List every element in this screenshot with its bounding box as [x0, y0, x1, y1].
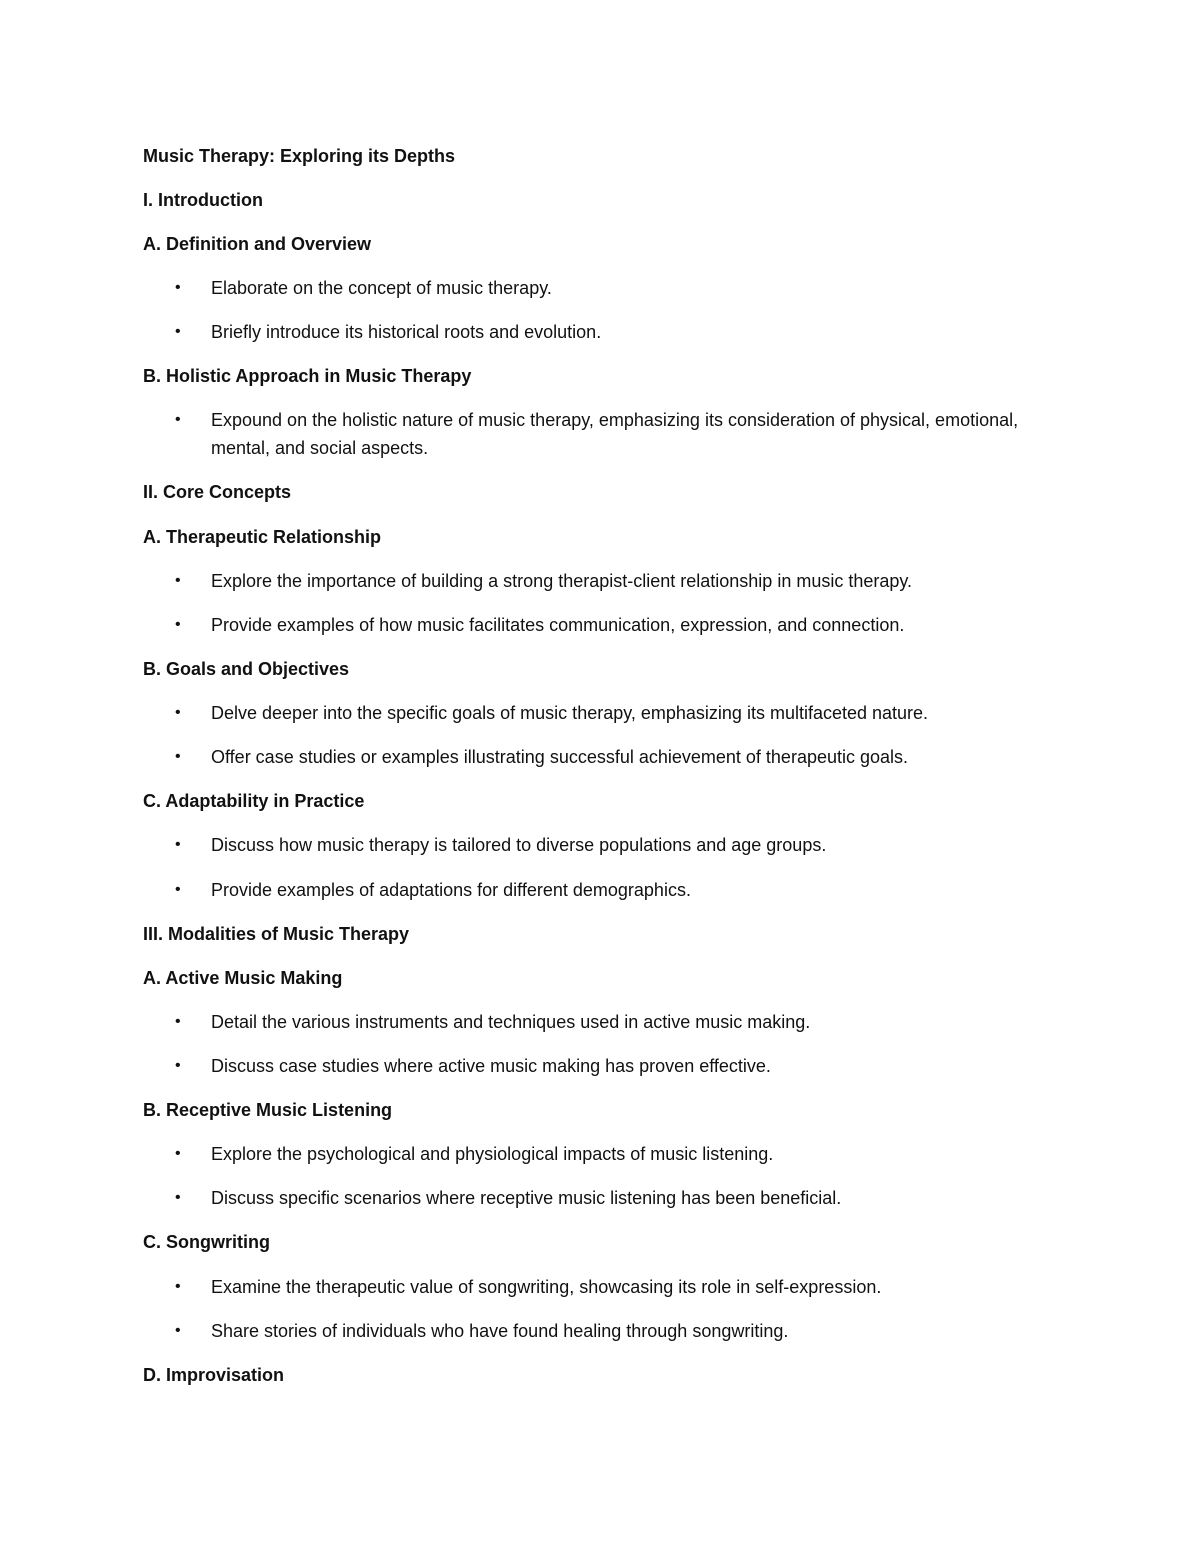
bullet-icon: • — [175, 279, 181, 296]
list-item-text: Share stories of individuals who have found healing through songwriting. — [211, 1321, 789, 1341]
list-item-text: Discuss case studies where active music making has proven effective. — [211, 1056, 771, 1076]
list-item-text: Provide examples of adaptations for different demographics. — [211, 880, 691, 900]
list-item-text: Detail the various instruments and techniques used in active music making. — [211, 1012, 811, 1032]
document-title: Music Therapy: Exploring its Depths — [143, 146, 456, 166]
bullet-icon: • — [175, 1057, 181, 1074]
subsection-heading-songwriting: C. Songwriting — [143, 1232, 270, 1252]
list-item-text: Provide examples of how music facilitates communication, expression, and connection. — [211, 615, 905, 635]
bullet-icon: • — [175, 704, 181, 721]
list-item-text: Offer case studies or examples illustrating successful achievement of therapeutic goals. — [211, 747, 909, 767]
bullet-icon: • — [175, 836, 181, 853]
bullet-icon: • — [175, 1145, 181, 1162]
subsection-heading-improvisation: D. Improvisation — [143, 1365, 285, 1385]
bullet-icon: • — [175, 881, 181, 898]
bullet-icon: • — [175, 1013, 181, 1030]
subsection-heading-definition-overview: A. Definition and Overview — [143, 234, 372, 254]
subsection-heading-goals-objectives: B. Goals and Objectives — [143, 659, 350, 679]
subsection-heading-receptive-listening: B. Receptive Music Listening — [143, 1100, 393, 1120]
list-item-text: Explore the importance of building a strong therapist-client relationship in music therapy. — [211, 571, 913, 591]
bullet-icon: • — [175, 323, 181, 340]
section-heading-introduction: I. Introduction — [143, 190, 263, 210]
bullet-icon: • — [175, 1322, 181, 1339]
subsection-heading-active-music-making: A. Active Music Making — [143, 968, 343, 988]
bullet-icon: • — [175, 748, 181, 765]
bullet-icon: • — [175, 1278, 181, 1295]
list-item-text: Examine the therapeutic value of songwriting, showcasing its role in self-expression. — [211, 1277, 882, 1297]
list-item-text: Discuss how music therapy is tailored to diverse populations and age groups. — [211, 835, 827, 855]
list-item-text: Discuss specific scenarios where receptive music listening has been beneficial. — [211, 1188, 842, 1208]
bullet-icon: • — [175, 1189, 181, 1206]
section-heading-core-concepts: II. Core Concepts — [143, 482, 292, 502]
subsection-heading-holistic-approach: B. Holistic Approach in Music Therapy — [143, 366, 472, 386]
list-item-text: Explore the psychological and physiological impacts of music listening. — [211, 1144, 774, 1164]
subsection-heading-therapeutic-relationship: A. Therapeutic Relationship — [143, 527, 382, 547]
subsection-heading-adaptability: C. Adaptability in Practice — [143, 791, 365, 811]
list-item-text: Expound on the holistic nature of music therapy, emphasizing its consideration of physical, emotional, mental, and social aspects. — [211, 410, 1019, 458]
bullet-icon: • — [175, 411, 181, 428]
bullet-icon: • — [175, 616, 181, 633]
bullet-icon: • — [175, 572, 181, 589]
list-item-text: Elaborate on the concept of music therapy. — [211, 278, 552, 298]
list-item-text: Briefly introduce its historical roots and evolution. — [211, 322, 602, 342]
section-heading-modalities: III. Modalities of Music Therapy — [143, 924, 410, 944]
list-item-text: Delve deeper into the specific goals of music therapy, emphasizing its multifaceted nature. — [211, 703, 929, 723]
